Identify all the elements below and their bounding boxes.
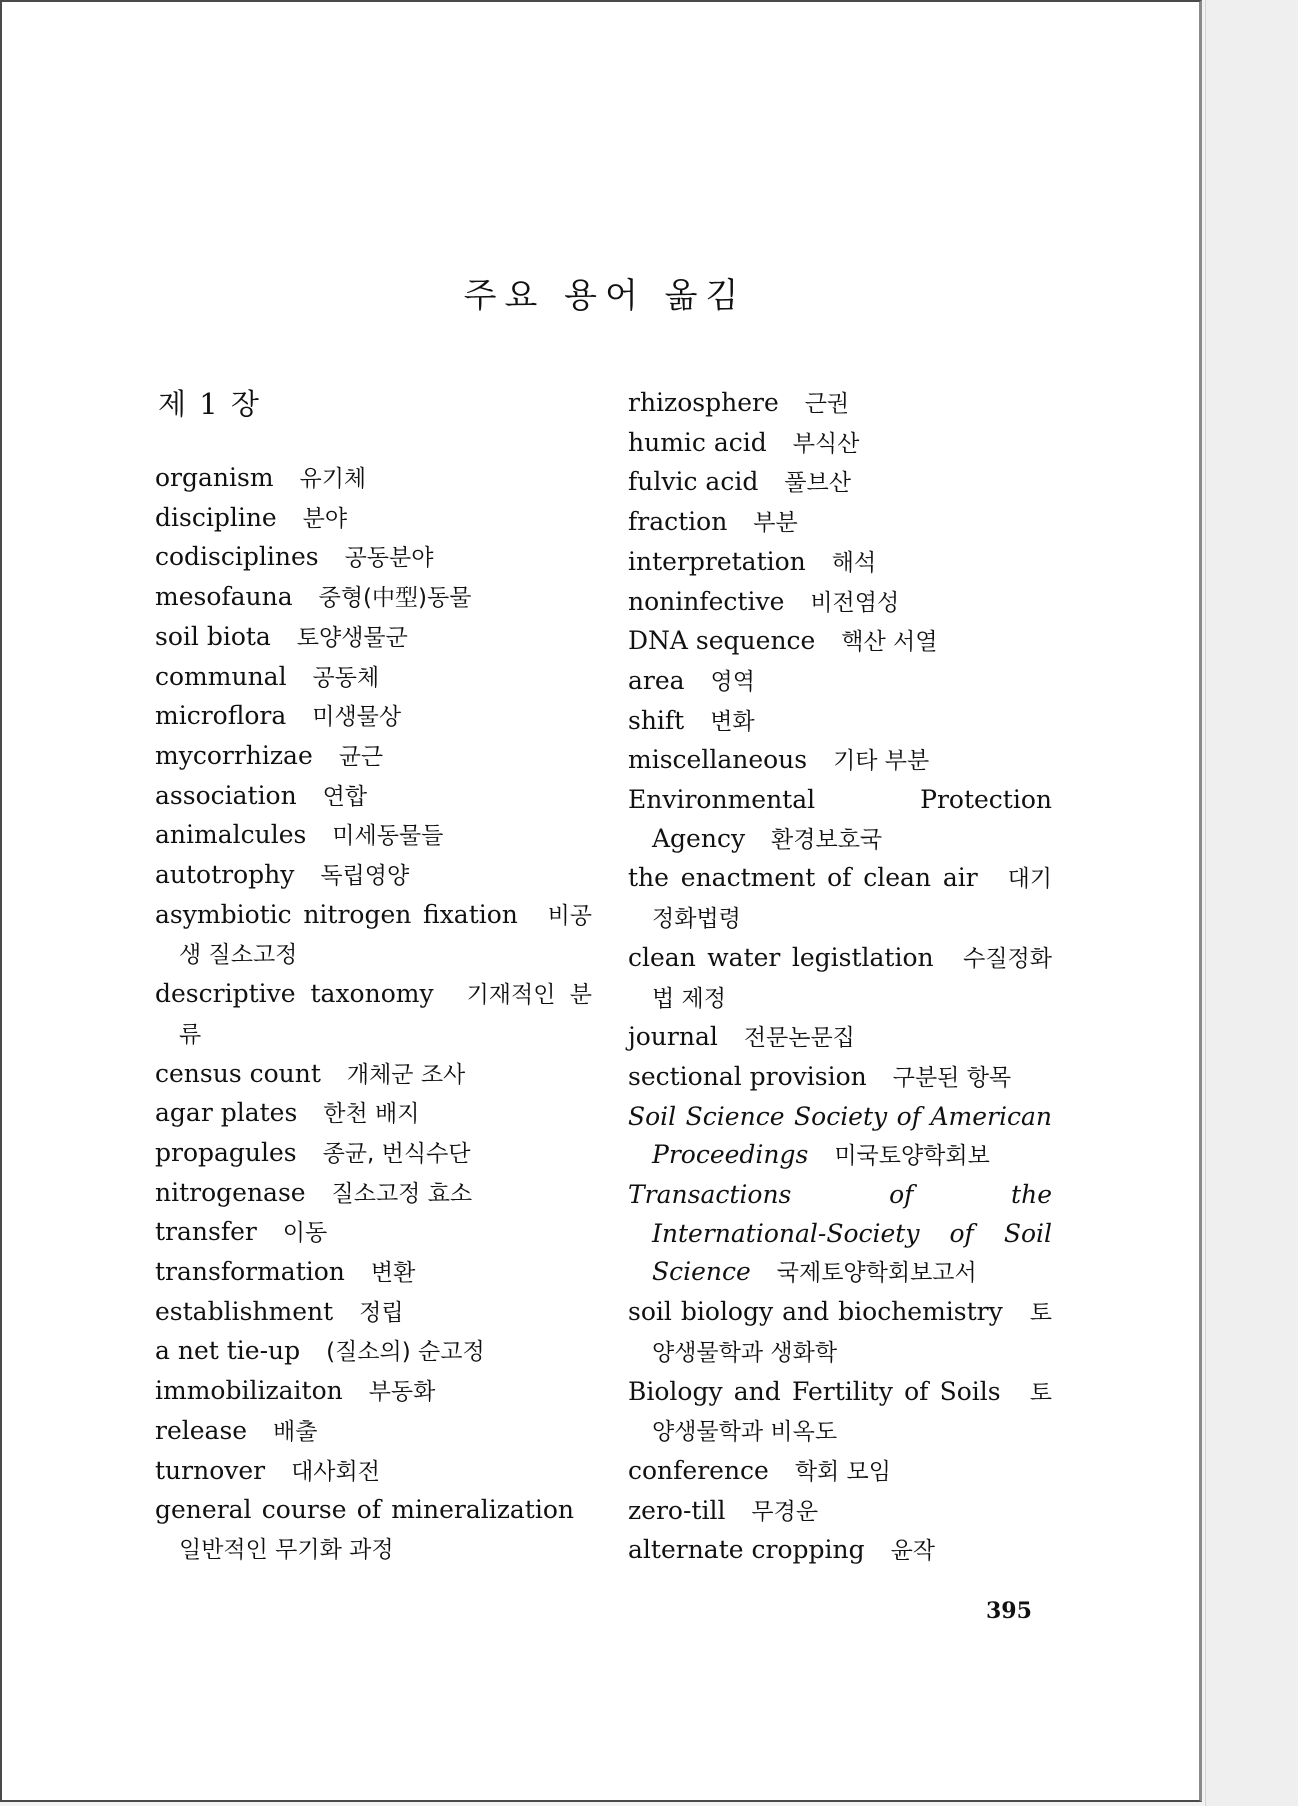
glossary-entry [155,1134,592,1174]
glossary-entry [155,737,592,777]
term-korean: 부식산 [792,430,860,457]
term-korean: 부분 [753,510,798,537]
term-english: soil biota [155,621,271,651]
glossary-entry [155,1253,592,1293]
glossary-entry [628,1452,1052,1492]
glossary-entry [628,424,1052,464]
term-english: Soil Science Society of American Proceedings [628,1101,1052,1170]
glossary-entry [628,741,1052,781]
term-korean: 정립 [359,1299,404,1326]
glossary-entry [155,777,592,817]
term-english: association [155,780,297,810]
term-english: fraction [628,507,728,537]
term-english: descriptive taxonomy [155,979,434,1009]
glossary-entry [628,463,1052,503]
term-korean: 연합 [322,783,368,810]
term-korean: 균근 [338,743,384,770]
glossary-entry [155,1332,592,1372]
term-korean: 핵산 서열 [841,629,938,656]
glossary-entry [628,1293,1052,1372]
term-english: soil biology and biochemistry [628,1297,1003,1327]
glossary-entry [628,859,1052,938]
term-english: interpretation [628,546,806,576]
term-korean: 구분된 항목 [892,1064,1012,1091]
glossary-entry [155,459,592,499]
term-english: autotrophy [155,860,295,890]
term-english: codisciplines [155,542,319,572]
term-korean: 미세동물들 [332,823,444,850]
term-english: zero-till [628,1495,726,1525]
term-korean: 미국토양학회보 [834,1143,990,1170]
term-korean: 한천 배지 [323,1101,420,1128]
term-english: discipline [155,502,277,532]
glossary-entry [155,499,592,539]
term-english: humic acid [628,427,767,457]
page-title: 주요 용어 옮김 [463,276,747,316]
term-korean: 근권 [804,391,850,417]
term-english: sectional provision [628,1061,867,1091]
term-english: census count [155,1058,321,1088]
glossary-left-column [155,459,592,1570]
term-korean: 변환 [370,1260,416,1287]
term-korean: (질소의) 순고정 [326,1339,485,1366]
term-english: agar plates [155,1098,298,1128]
term-english: Environmental Protection Agency [628,785,1052,853]
glossary-entry [628,662,1052,702]
term-english: establishment [155,1296,334,1326]
term-english: mycorrhizae [155,740,313,770]
term-korean: 일반적인 무기화 과정 [179,1536,394,1563]
term-korean: 미생물상 [312,704,402,731]
term-korean: 중형(中型)동물 [318,585,472,612]
glossary-entry [628,1531,1052,1571]
glossary-entry [628,622,1052,662]
glossary-entry [155,1412,592,1452]
term-english: clean water legistlation [628,942,934,972]
glossary-right-column [628,384,1052,1571]
term-english: alternate cropping [628,1535,865,1565]
glossary-entry [155,538,592,578]
term-korean: 수질정화법 제정 [652,945,1052,1012]
term-korean: 전문논문집 [743,1025,855,1052]
term-english: release [155,1415,248,1445]
term-korean: 배출 [273,1418,318,1445]
term-korean: 풀브산 [784,470,851,497]
term-english: general course of mineralization [155,1495,574,1525]
glossary-entry [155,816,592,856]
term-korean: 학회 모임 [794,1458,891,1485]
glossary-entry [155,1372,592,1412]
term-english: transfer [155,1217,257,1247]
term-english: the enactment of clean air [628,863,978,893]
glossary-entry [628,1176,1052,1293]
viewer-background [1205,0,1298,1806]
term-korean: 변화 [710,708,755,735]
glossary-entry [155,658,592,698]
term-english: asymbiotic nitrogen fixation [155,899,518,929]
glossary-entry [155,1293,592,1333]
term-korean: 환경보호국 [771,826,883,853]
glossary-entry [155,896,592,975]
glossary-entry [628,583,1052,623]
term-english: Transactions of the International-Society of Soil Science [628,1180,1052,1287]
term-korean: 토양생물학과 생화학 [652,1300,1053,1366]
term-english: Biology and Fertility of Soils [628,1376,1001,1406]
glossary-entry [628,1373,1052,1452]
term-korean: 개체군 조사 [346,1061,466,1088]
glossary-entry [155,1452,592,1492]
glossary-entry [155,975,592,1054]
glossary-entry [628,939,1052,1018]
term-english: rhizosphere [628,388,779,417]
term-korean: 질소고정 효소 [331,1180,473,1207]
glossary-entry [628,384,1052,424]
term-korean: 대사회전 [291,1458,380,1485]
term-korean: 유기체 [299,466,367,492]
term-english: organism [155,463,274,492]
term-korean: 공동체 [312,664,380,691]
glossary-entry [628,1018,1052,1058]
glossary-entry [628,702,1052,742]
glossary-entry [628,1492,1052,1532]
term-english: DNA sequence [628,626,816,656]
term-korean: 부동화 [368,1379,436,1406]
term-korean: 독립영양 [320,863,410,890]
glossary-entry [628,543,1052,583]
term-english: conference [628,1455,769,1485]
term-korean: 비공생 질소고정 [179,902,593,969]
glossary-entry [155,1094,592,1134]
term-english: immobilizaiton [155,1376,343,1406]
glossary-entry [155,1174,592,1214]
term-english: animalcules [155,820,307,850]
term-korean: 토양생물학과 비옥도 [652,1379,1052,1446]
term-english: microflora [155,701,287,731]
term-english: propagules [155,1137,297,1167]
term-korean: 국제토양학회보고서 [776,1260,977,1287]
term-korean: 해석 [831,549,877,576]
term-korean: 공동분야 [344,545,434,572]
term-english: fulvic acid [628,467,759,497]
term-english: transformation [155,1257,345,1287]
glossary-entry [155,856,592,896]
term-korean: 분야 [302,505,348,532]
term-korean: 영역 [710,668,755,695]
glossary-entry [628,503,1052,543]
glossary-entry [155,1213,592,1253]
glossary-entry [628,781,1052,859]
term-english: turnover [155,1455,266,1485]
glossary-entry [155,578,592,618]
term-english: journal [628,1022,718,1052]
term-korean: 기타 부분 [833,748,930,775]
glossary-entry [155,618,592,658]
term-english: nitrogenase [155,1177,306,1207]
term-korean: 종균, 번식수단 [322,1140,471,1167]
term-english: noninfective [628,586,785,616]
page-number: 395 [986,1598,1032,1624]
glossary-entry [155,697,592,737]
chapter-heading: 제 1 장 [158,387,261,421]
term-english: area [628,665,685,695]
term-korean: 윤작 [890,1538,935,1565]
glossary-entry [155,1055,592,1095]
term-korean: 토양생물군 [296,624,408,651]
glossary-entry [155,1491,592,1569]
term-english: shift [628,705,685,735]
glossary-entry [628,1058,1052,1098]
term-korean: 기재적인 분류 [179,982,592,1048]
term-korean: 비전염성 [810,589,900,616]
term-korean: 이동 [282,1220,328,1247]
term-korean: 대기 정화법령 [652,866,1052,933]
term-english: miscellaneous [628,745,808,775]
glossary-entry [628,1098,1052,1176]
term-english: communal [155,661,287,691]
term-korean: 무경운 [751,1498,819,1525]
term-english: a net tie-up [155,1336,301,1366]
term-english: mesofauna [155,582,293,612]
